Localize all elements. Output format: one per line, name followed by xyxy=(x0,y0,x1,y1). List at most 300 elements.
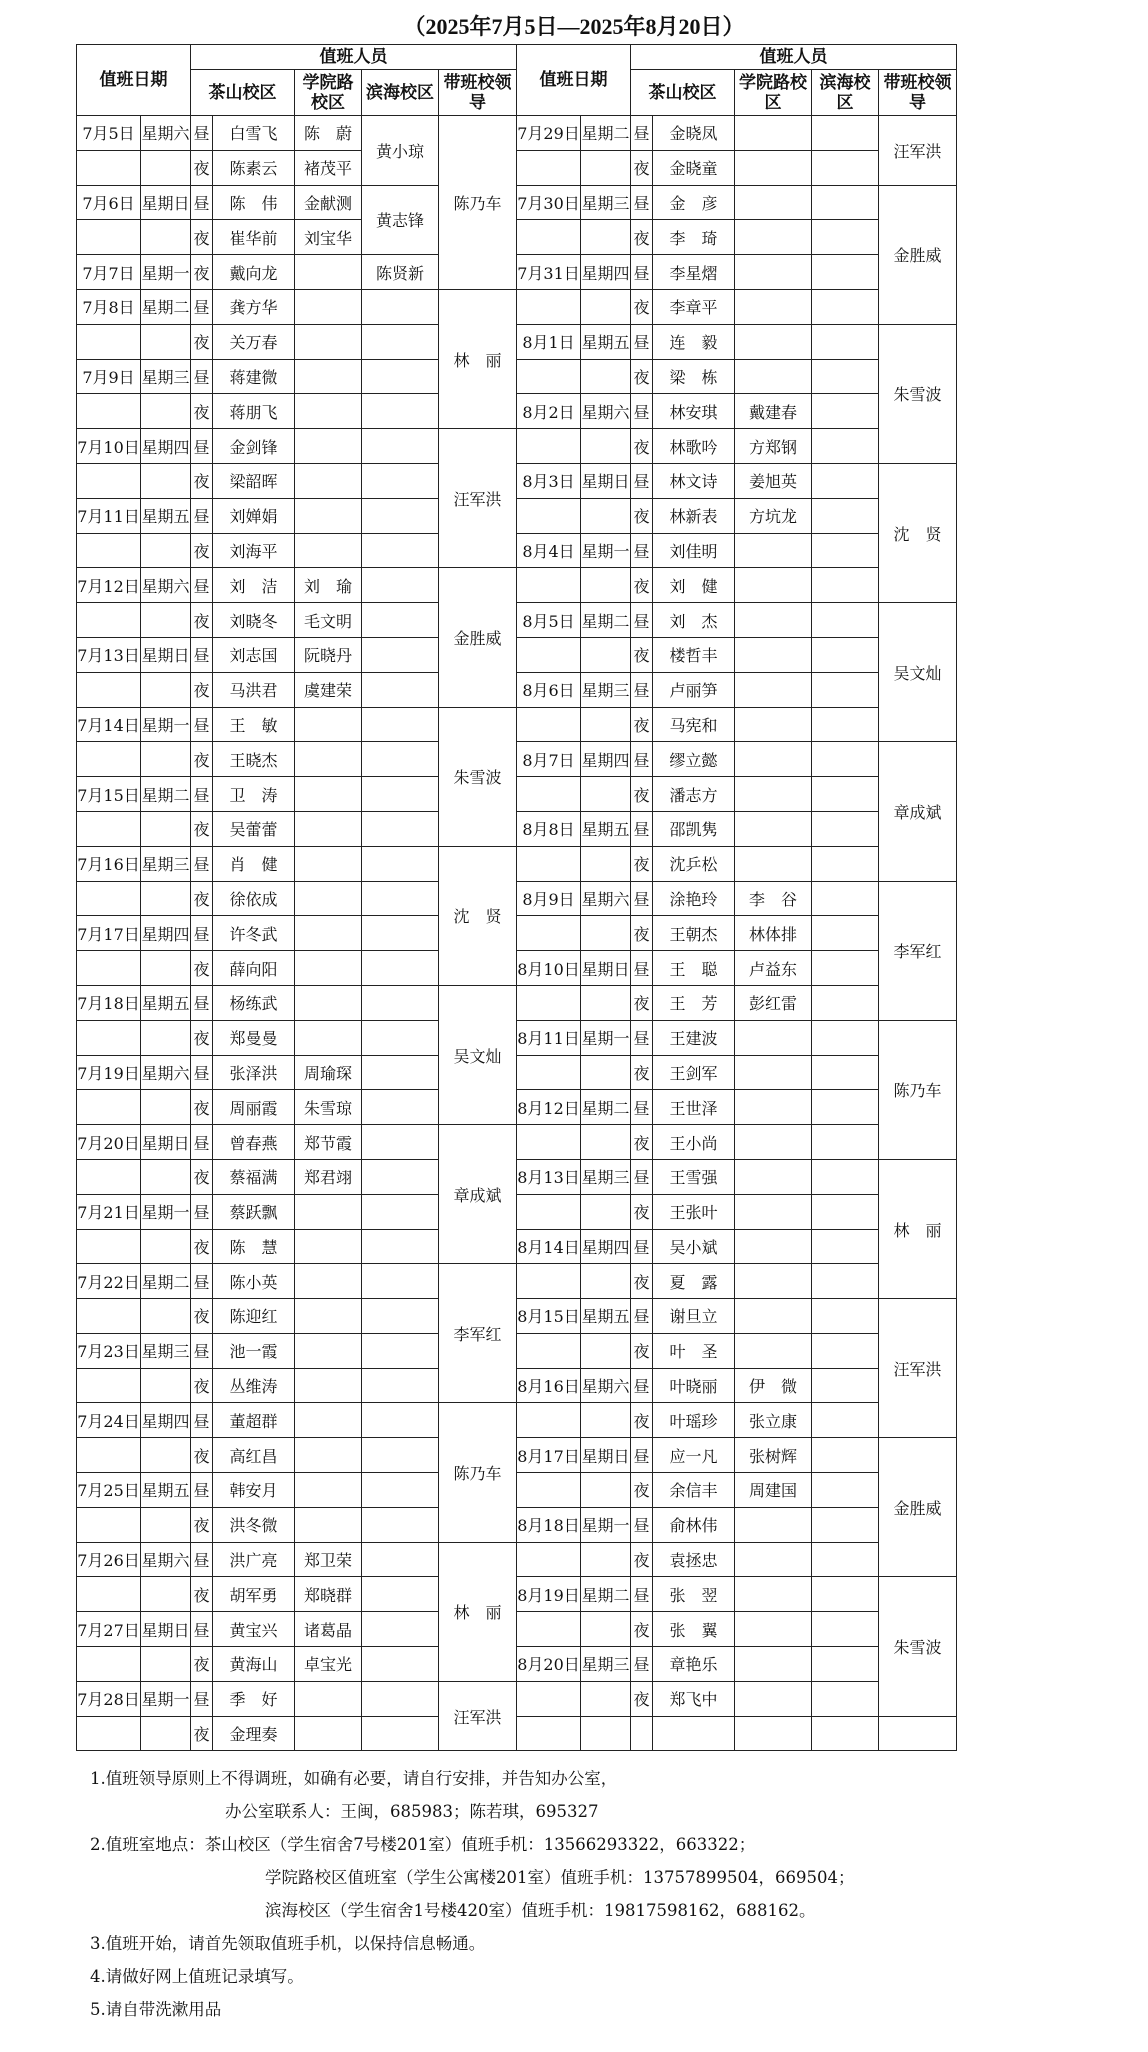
header-staff: 值班人员 xyxy=(191,45,517,70)
binhai-staff-cell xyxy=(362,1681,439,1716)
date-cell xyxy=(517,707,581,742)
header-xueyuan: 学院路校区 xyxy=(295,70,362,116)
shift-cell: 夜 xyxy=(631,1542,653,1577)
binhai-staff-cell xyxy=(362,742,439,777)
xueyuan-staff-cell xyxy=(295,533,362,568)
date-cell: 8月11日 xyxy=(517,1020,581,1055)
shift-cell: 夜 xyxy=(631,429,653,464)
chashan-staff-cell: 林文诗 xyxy=(653,463,735,498)
shift-cell: 昼 xyxy=(631,185,653,220)
xueyuan-staff-cell: 周瑜琛 xyxy=(295,1055,362,1090)
table-row xyxy=(77,1125,957,1160)
shift-cell: 夜 xyxy=(191,394,213,429)
binhai-staff-cell xyxy=(812,637,879,672)
date-cell: 7月8日 xyxy=(77,289,141,324)
xueyuan-staff-cell: 郑卫荣 xyxy=(295,1542,362,1577)
date-cell xyxy=(517,1716,581,1751)
weekday-cell: 星期一 xyxy=(581,1507,631,1542)
shift-cell: 夜 xyxy=(631,1125,653,1160)
chashan-staff-cell: 郑飞中 xyxy=(653,1681,735,1716)
weekday-cell: 星期三 xyxy=(581,185,631,220)
table-row xyxy=(77,742,957,777)
shift-cell: 昼 xyxy=(191,1055,213,1090)
shift-cell: 夜 xyxy=(631,1403,653,1438)
date-cell: 7月14日 xyxy=(77,707,141,742)
weekday-cell xyxy=(581,1612,631,1647)
date-cell xyxy=(77,742,141,777)
date-cell xyxy=(517,1333,581,1368)
chashan-staff-cell: 刘婵娟 xyxy=(213,498,295,533)
chashan-staff-cell: 王世泽 xyxy=(653,1090,735,1125)
shift-cell: 昼 xyxy=(631,324,653,359)
binhai-staff-cell xyxy=(362,1194,439,1229)
weekday-cell xyxy=(141,1438,191,1473)
note-line: 4.请做好网上值班记录填写。 xyxy=(90,1967,304,1986)
leader-cell: 林 丽 xyxy=(439,1542,517,1681)
shift-cell: 昼 xyxy=(631,742,653,777)
chashan-staff-cell: 王晓杰 xyxy=(213,742,295,777)
shift-cell: 夜 xyxy=(631,707,653,742)
date-cell: 7月7日 xyxy=(77,255,141,290)
weekday-cell xyxy=(141,1299,191,1334)
weekday-cell xyxy=(581,707,631,742)
xueyuan-staff-cell xyxy=(735,324,812,359)
weekday-cell: 星期三 xyxy=(141,1333,191,1368)
binhai-staff-cell xyxy=(812,568,879,603)
table-row xyxy=(77,1542,957,1577)
binhai-staff-cell xyxy=(362,1612,439,1647)
chashan-staff-cell: 蔡跃飘 xyxy=(213,1194,295,1229)
weekday-cell: 星期五 xyxy=(141,985,191,1020)
weekday-cell xyxy=(141,1647,191,1682)
binhai-staff-cell xyxy=(812,1507,879,1542)
xueyuan-staff-cell xyxy=(295,951,362,986)
xueyuan-staff-cell xyxy=(735,1020,812,1055)
leader-cell: 沈 贤 xyxy=(879,463,957,602)
xueyuan-staff-cell xyxy=(295,1403,362,1438)
chashan-staff-cell: 洪广亮 xyxy=(213,1542,295,1577)
binhai-staff-cell xyxy=(812,603,879,638)
xueyuan-staff-cell xyxy=(295,1368,362,1403)
weekday-cell xyxy=(581,568,631,603)
date-cell xyxy=(517,1542,581,1577)
date-cell xyxy=(77,394,141,429)
chashan-staff-cell: 董超群 xyxy=(213,1403,295,1438)
weekday-cell: 星期一 xyxy=(581,533,631,568)
date-cell: 7月29日 xyxy=(517,116,581,151)
binhai-staff-cell xyxy=(812,1681,879,1716)
shift-cell: 夜 xyxy=(191,1020,213,1055)
weekday-cell xyxy=(581,637,631,672)
weekday-cell xyxy=(141,220,191,255)
weekday-cell: 星期六 xyxy=(581,1368,631,1403)
binhai-staff-cell xyxy=(812,777,879,812)
xueyuan-staff-cell: 虞建荣 xyxy=(295,672,362,707)
weekday-cell xyxy=(581,1403,631,1438)
shift-cell: 昼 xyxy=(631,394,653,429)
table-row xyxy=(77,985,957,1020)
date-cell: 8月8日 xyxy=(517,811,581,846)
shift-cell: 昼 xyxy=(191,777,213,812)
shift-cell: 昼 xyxy=(191,1125,213,1160)
date-cell: 7月26日 xyxy=(77,1542,141,1577)
weekday-cell: 星期四 xyxy=(141,916,191,951)
shift-cell: 昼 xyxy=(191,1473,213,1508)
chashan-staff-cell: 楼哲丰 xyxy=(653,637,735,672)
date-cell xyxy=(517,985,581,1020)
date-cell xyxy=(517,1264,581,1299)
date-cell xyxy=(517,1055,581,1090)
leader-cell: 李军红 xyxy=(879,881,957,1020)
xueyuan-staff-cell: 卓宝光 xyxy=(295,1647,362,1682)
table-row xyxy=(77,1716,957,1751)
weekday-cell: 星期三 xyxy=(581,672,631,707)
weekday-cell: 星期二 xyxy=(581,116,631,151)
date-cell xyxy=(517,289,581,324)
note-line: 3.值班开始，请首先领取值班手机，以保持信息畅通。 xyxy=(90,1934,486,1953)
chashan-staff-cell: 金晓童 xyxy=(653,150,735,185)
table-row xyxy=(77,1577,957,1612)
binhai-staff-cell xyxy=(362,289,439,324)
weekday-cell xyxy=(141,1577,191,1612)
chashan-staff-cell: 缪立懿 xyxy=(653,742,735,777)
date-cell: 8月6日 xyxy=(517,672,581,707)
chashan-staff-cell: 邵凯隽 xyxy=(653,811,735,846)
xueyuan-staff-cell xyxy=(735,1612,812,1647)
weekday-cell: 星期一 xyxy=(141,1194,191,1229)
shift-cell: 夜 xyxy=(191,811,213,846)
xueyuan-staff-cell xyxy=(735,1299,812,1334)
weekday-cell: 星期四 xyxy=(141,429,191,464)
date-cell xyxy=(517,498,581,533)
weekday-cell xyxy=(581,150,631,185)
leader-cell: 林 丽 xyxy=(879,1159,957,1298)
weekday-cell xyxy=(581,289,631,324)
weekday-cell xyxy=(581,1264,631,1299)
header-staff: 值班人员 xyxy=(631,45,957,70)
xueyuan-staff-cell: 方郑钢 xyxy=(735,429,812,464)
weekday-cell: 星期一 xyxy=(141,707,191,742)
shift-cell: 夜 xyxy=(631,1055,653,1090)
chashan-staff-cell: 王 敏 xyxy=(213,707,295,742)
xueyuan-staff-cell xyxy=(295,394,362,429)
chashan-staff-cell: 俞林伟 xyxy=(653,1507,735,1542)
date-cell: 8月5日 xyxy=(517,603,581,638)
table-row xyxy=(77,1438,957,1473)
chashan-staff-cell: 戴向龙 xyxy=(213,255,295,290)
date-cell: 7月10日 xyxy=(77,429,141,464)
binhai-staff-cell xyxy=(812,116,879,151)
shift-cell: 昼 xyxy=(631,255,653,290)
binhai-staff-cell xyxy=(362,498,439,533)
date-cell: 7月31日 xyxy=(517,255,581,290)
header-binhai: 滨海校区 xyxy=(812,70,879,116)
xueyuan-staff-cell: 郑晓群 xyxy=(295,1577,362,1612)
xueyuan-staff-cell xyxy=(735,846,812,881)
xueyuan-staff-cell: 金献测 xyxy=(295,185,362,220)
note-line: 滨海校区（学生宿舍1号楼420室）值班手机：19817598162，688162。 xyxy=(265,1901,816,1920)
binhai-staff-cell xyxy=(362,637,439,672)
date-cell: 7月6日 xyxy=(77,185,141,220)
date-cell: 7月20日 xyxy=(77,1125,141,1160)
chashan-staff-cell: 白雪飞 xyxy=(213,116,295,151)
header-chashan: 茶山校区 xyxy=(191,70,295,116)
weekday-cell xyxy=(141,1507,191,1542)
date-cell xyxy=(517,846,581,881)
shift-cell xyxy=(631,1716,653,1751)
date-cell xyxy=(77,463,141,498)
binhai-staff-cell xyxy=(812,1403,879,1438)
table-row xyxy=(77,533,957,568)
table-row xyxy=(77,429,957,464)
table-row xyxy=(77,255,957,290)
weekday-cell: 星期五 xyxy=(141,498,191,533)
binhai-staff-cell xyxy=(812,881,879,916)
leader-cell: 李军红 xyxy=(439,1264,517,1403)
table-row xyxy=(77,1194,957,1229)
table-row xyxy=(77,1299,957,1334)
xueyuan-staff-cell: 张树辉 xyxy=(735,1438,812,1473)
xueyuan-staff-cell xyxy=(735,1542,812,1577)
date-cell xyxy=(77,1507,141,1542)
date-cell: 7月18日 xyxy=(77,985,141,1020)
note-line: 学院路校区值班室（学生公寓楼201室）值班手机：13757899504，669504； xyxy=(265,1868,855,1887)
binhai-staff-cell xyxy=(362,1333,439,1368)
date-cell: 8月4日 xyxy=(517,533,581,568)
chashan-staff-cell: 陈 伟 xyxy=(213,185,295,220)
shift-cell: 昼 xyxy=(631,533,653,568)
shift-cell: 夜 xyxy=(631,220,653,255)
date-cell: 8月3日 xyxy=(517,463,581,498)
xueyuan-staff-cell xyxy=(295,1299,362,1334)
xueyuan-staff-cell: 陈 蔚 xyxy=(295,116,362,151)
weekday-cell xyxy=(581,1473,631,1508)
table-row xyxy=(77,1473,957,1508)
xueyuan-staff-cell: 郑节霞 xyxy=(295,1125,362,1160)
chashan-staff-cell: 周丽霞 xyxy=(213,1090,295,1125)
xueyuan-staff-cell xyxy=(295,846,362,881)
chashan-staff-cell: 章艳乐 xyxy=(653,1647,735,1682)
weekday-cell: 星期日 xyxy=(141,185,191,220)
xueyuan-staff-cell: 郑君翊 xyxy=(295,1159,362,1194)
shift-cell: 昼 xyxy=(631,1020,653,1055)
binhai-staff-cell xyxy=(362,394,439,429)
chashan-staff-cell: 刘 洁 xyxy=(213,568,295,603)
shift-cell: 夜 xyxy=(191,1577,213,1612)
table-row xyxy=(77,603,957,638)
table-row xyxy=(77,394,957,429)
table-row xyxy=(77,463,957,498)
duty-roster-table xyxy=(76,44,957,1751)
weekday-cell: 星期三 xyxy=(581,1647,631,1682)
table-row xyxy=(77,916,957,951)
binhai-staff-cell xyxy=(362,463,439,498)
date-cell xyxy=(517,1612,581,1647)
header-binhai: 滨海校区 xyxy=(362,70,439,116)
chashan-staff-cell: 王小尚 xyxy=(653,1125,735,1160)
xueyuan-staff-cell: 方坑龙 xyxy=(735,498,812,533)
table-row xyxy=(77,1368,957,1403)
xueyuan-staff-cell xyxy=(735,116,812,151)
xueyuan-staff-cell xyxy=(295,1264,362,1299)
binhai-staff-cell xyxy=(812,429,879,464)
table-row xyxy=(77,289,957,324)
shift-cell: 昼 xyxy=(191,289,213,324)
leader-cell: 陈乃车 xyxy=(439,1403,517,1542)
xueyuan-staff-cell xyxy=(735,1055,812,1090)
weekday-cell xyxy=(581,985,631,1020)
shift-cell: 昼 xyxy=(191,185,213,220)
date-cell xyxy=(77,1299,141,1334)
xueyuan-staff-cell xyxy=(735,1125,812,1160)
shift-cell: 夜 xyxy=(191,1507,213,1542)
date-cell xyxy=(517,1403,581,1438)
weekday-cell xyxy=(581,1716,631,1751)
shift-cell: 昼 xyxy=(191,498,213,533)
binhai-staff-cell xyxy=(812,463,879,498)
chashan-staff-cell: 谢旦立 xyxy=(653,1299,735,1334)
shift-cell: 夜 xyxy=(631,1194,653,1229)
shift-cell: 昼 xyxy=(631,1368,653,1403)
table-row xyxy=(77,672,957,707)
chashan-staff-cell: 王剑军 xyxy=(653,1055,735,1090)
binhai-staff-cell xyxy=(812,1473,879,1508)
weekday-cell: 星期二 xyxy=(581,1577,631,1612)
date-cell: 8月10日 xyxy=(517,951,581,986)
shift-cell: 夜 xyxy=(191,463,213,498)
weekday-cell: 星期一 xyxy=(141,255,191,290)
xueyuan-staff-cell xyxy=(735,1681,812,1716)
table-row xyxy=(77,1090,957,1125)
leader-cell: 吴文灿 xyxy=(879,603,957,742)
chashan-staff-cell: 黄宝兴 xyxy=(213,1612,295,1647)
shift-cell: 夜 xyxy=(631,985,653,1020)
xueyuan-staff-cell xyxy=(295,916,362,951)
table-row xyxy=(77,1020,957,1055)
xueyuan-staff-cell: 李 谷 xyxy=(735,881,812,916)
chashan-staff-cell: 金剑锋 xyxy=(213,429,295,464)
header-chashan: 茶山校区 xyxy=(631,70,735,116)
shift-cell: 夜 xyxy=(631,1333,653,1368)
binhai-staff-cell xyxy=(812,1612,879,1647)
chashan-staff-cell: 陈迎红 xyxy=(213,1299,295,1334)
shift-cell: 昼 xyxy=(631,1438,653,1473)
table-row xyxy=(77,1229,957,1264)
date-cell xyxy=(77,1438,141,1473)
table-row xyxy=(77,951,957,986)
xueyuan-staff-cell: 刘 瑜 xyxy=(295,568,362,603)
xueyuan-staff-cell xyxy=(735,255,812,290)
chashan-staff-cell: 张 翌 xyxy=(653,1577,735,1612)
xueyuan-staff-cell xyxy=(295,1716,362,1751)
xueyuan-staff-cell xyxy=(735,742,812,777)
date-cell: 7月16日 xyxy=(77,846,141,881)
xueyuan-staff-cell: 诸葛晶 xyxy=(295,1612,362,1647)
xueyuan-staff-cell xyxy=(735,1647,812,1682)
table-row xyxy=(77,568,957,603)
weekday-cell: 星期日 xyxy=(581,1438,631,1473)
xueyuan-staff-cell: 伊 微 xyxy=(735,1368,812,1403)
xueyuan-staff-cell: 戴建春 xyxy=(735,394,812,429)
date-cell xyxy=(77,150,141,185)
xueyuan-staff-cell: 彭红雷 xyxy=(735,985,812,1020)
xueyuan-staff-cell xyxy=(295,498,362,533)
weekday-cell xyxy=(141,1368,191,1403)
binhai-staff-cell: 陈贤新 xyxy=(362,255,439,290)
date-cell: 7月12日 xyxy=(77,568,141,603)
binhai-staff-cell xyxy=(812,1647,879,1682)
date-cell xyxy=(517,359,581,394)
binhai-staff-cell xyxy=(362,1507,439,1542)
shift-cell: 昼 xyxy=(631,1299,653,1334)
xueyuan-staff-cell xyxy=(295,463,362,498)
binhai-staff-cell xyxy=(812,359,879,394)
date-cell xyxy=(517,1473,581,1508)
binhai-staff-cell xyxy=(812,1090,879,1125)
weekday-cell: 星期三 xyxy=(141,846,191,881)
chashan-staff-cell: 王张叶 xyxy=(653,1194,735,1229)
chashan-staff-cell: 马宪和 xyxy=(653,707,735,742)
chashan-staff-cell: 李 琦 xyxy=(653,220,735,255)
weekday-cell: 星期四 xyxy=(581,742,631,777)
shift-cell: 夜 xyxy=(631,637,653,672)
table-row xyxy=(77,707,957,742)
weekday-cell: 星期六 xyxy=(141,1055,191,1090)
weekday-cell xyxy=(141,1229,191,1264)
date-cell: 8月12日 xyxy=(517,1090,581,1125)
xueyuan-staff-cell xyxy=(295,255,362,290)
binhai-staff-cell xyxy=(812,1542,879,1577)
shift-cell: 昼 xyxy=(631,1090,653,1125)
weekday-cell xyxy=(581,777,631,812)
binhai-staff-cell xyxy=(362,811,439,846)
binhai-staff-cell xyxy=(812,846,879,881)
table-row xyxy=(77,220,957,255)
binhai-staff-cell xyxy=(362,777,439,812)
xueyuan-staff-cell xyxy=(735,359,812,394)
chashan-staff-cell: 马洪君 xyxy=(213,672,295,707)
chashan-staff-cell: 李星熠 xyxy=(653,255,735,290)
xueyuan-staff-cell xyxy=(735,777,812,812)
xueyuan-staff-cell xyxy=(295,359,362,394)
date-cell: 7月23日 xyxy=(77,1333,141,1368)
xueyuan-staff-cell xyxy=(295,289,362,324)
date-cell: 8月19日 xyxy=(517,1577,581,1612)
binhai-staff-cell xyxy=(812,916,879,951)
date-cell: 8月14日 xyxy=(517,1229,581,1264)
chashan-staff-cell: 杨练武 xyxy=(213,985,295,1020)
date-cell xyxy=(517,429,581,464)
xueyuan-staff-cell xyxy=(735,289,812,324)
shift-cell: 夜 xyxy=(631,568,653,603)
xueyuan-staff-cell xyxy=(735,1577,812,1612)
weekday-cell xyxy=(141,742,191,777)
date-cell: 7月11日 xyxy=(77,498,141,533)
weekday-cell: 星期五 xyxy=(581,1299,631,1334)
shift-cell: 夜 xyxy=(191,220,213,255)
leader-cell: 汪军洪 xyxy=(879,116,957,186)
xueyuan-staff-cell xyxy=(295,1507,362,1542)
weekday-cell: 星期日 xyxy=(141,637,191,672)
date-cell: 8月2日 xyxy=(517,394,581,429)
weekday-cell xyxy=(141,533,191,568)
binhai-staff-cell xyxy=(812,672,879,707)
leader-cell: 汪军洪 xyxy=(439,1681,517,1751)
binhai-staff-cell xyxy=(812,324,879,359)
shift-cell: 夜 xyxy=(191,1159,213,1194)
chashan-staff-cell: 叶瑶珍 xyxy=(653,1403,735,1438)
binhai-staff-cell xyxy=(812,1055,879,1090)
